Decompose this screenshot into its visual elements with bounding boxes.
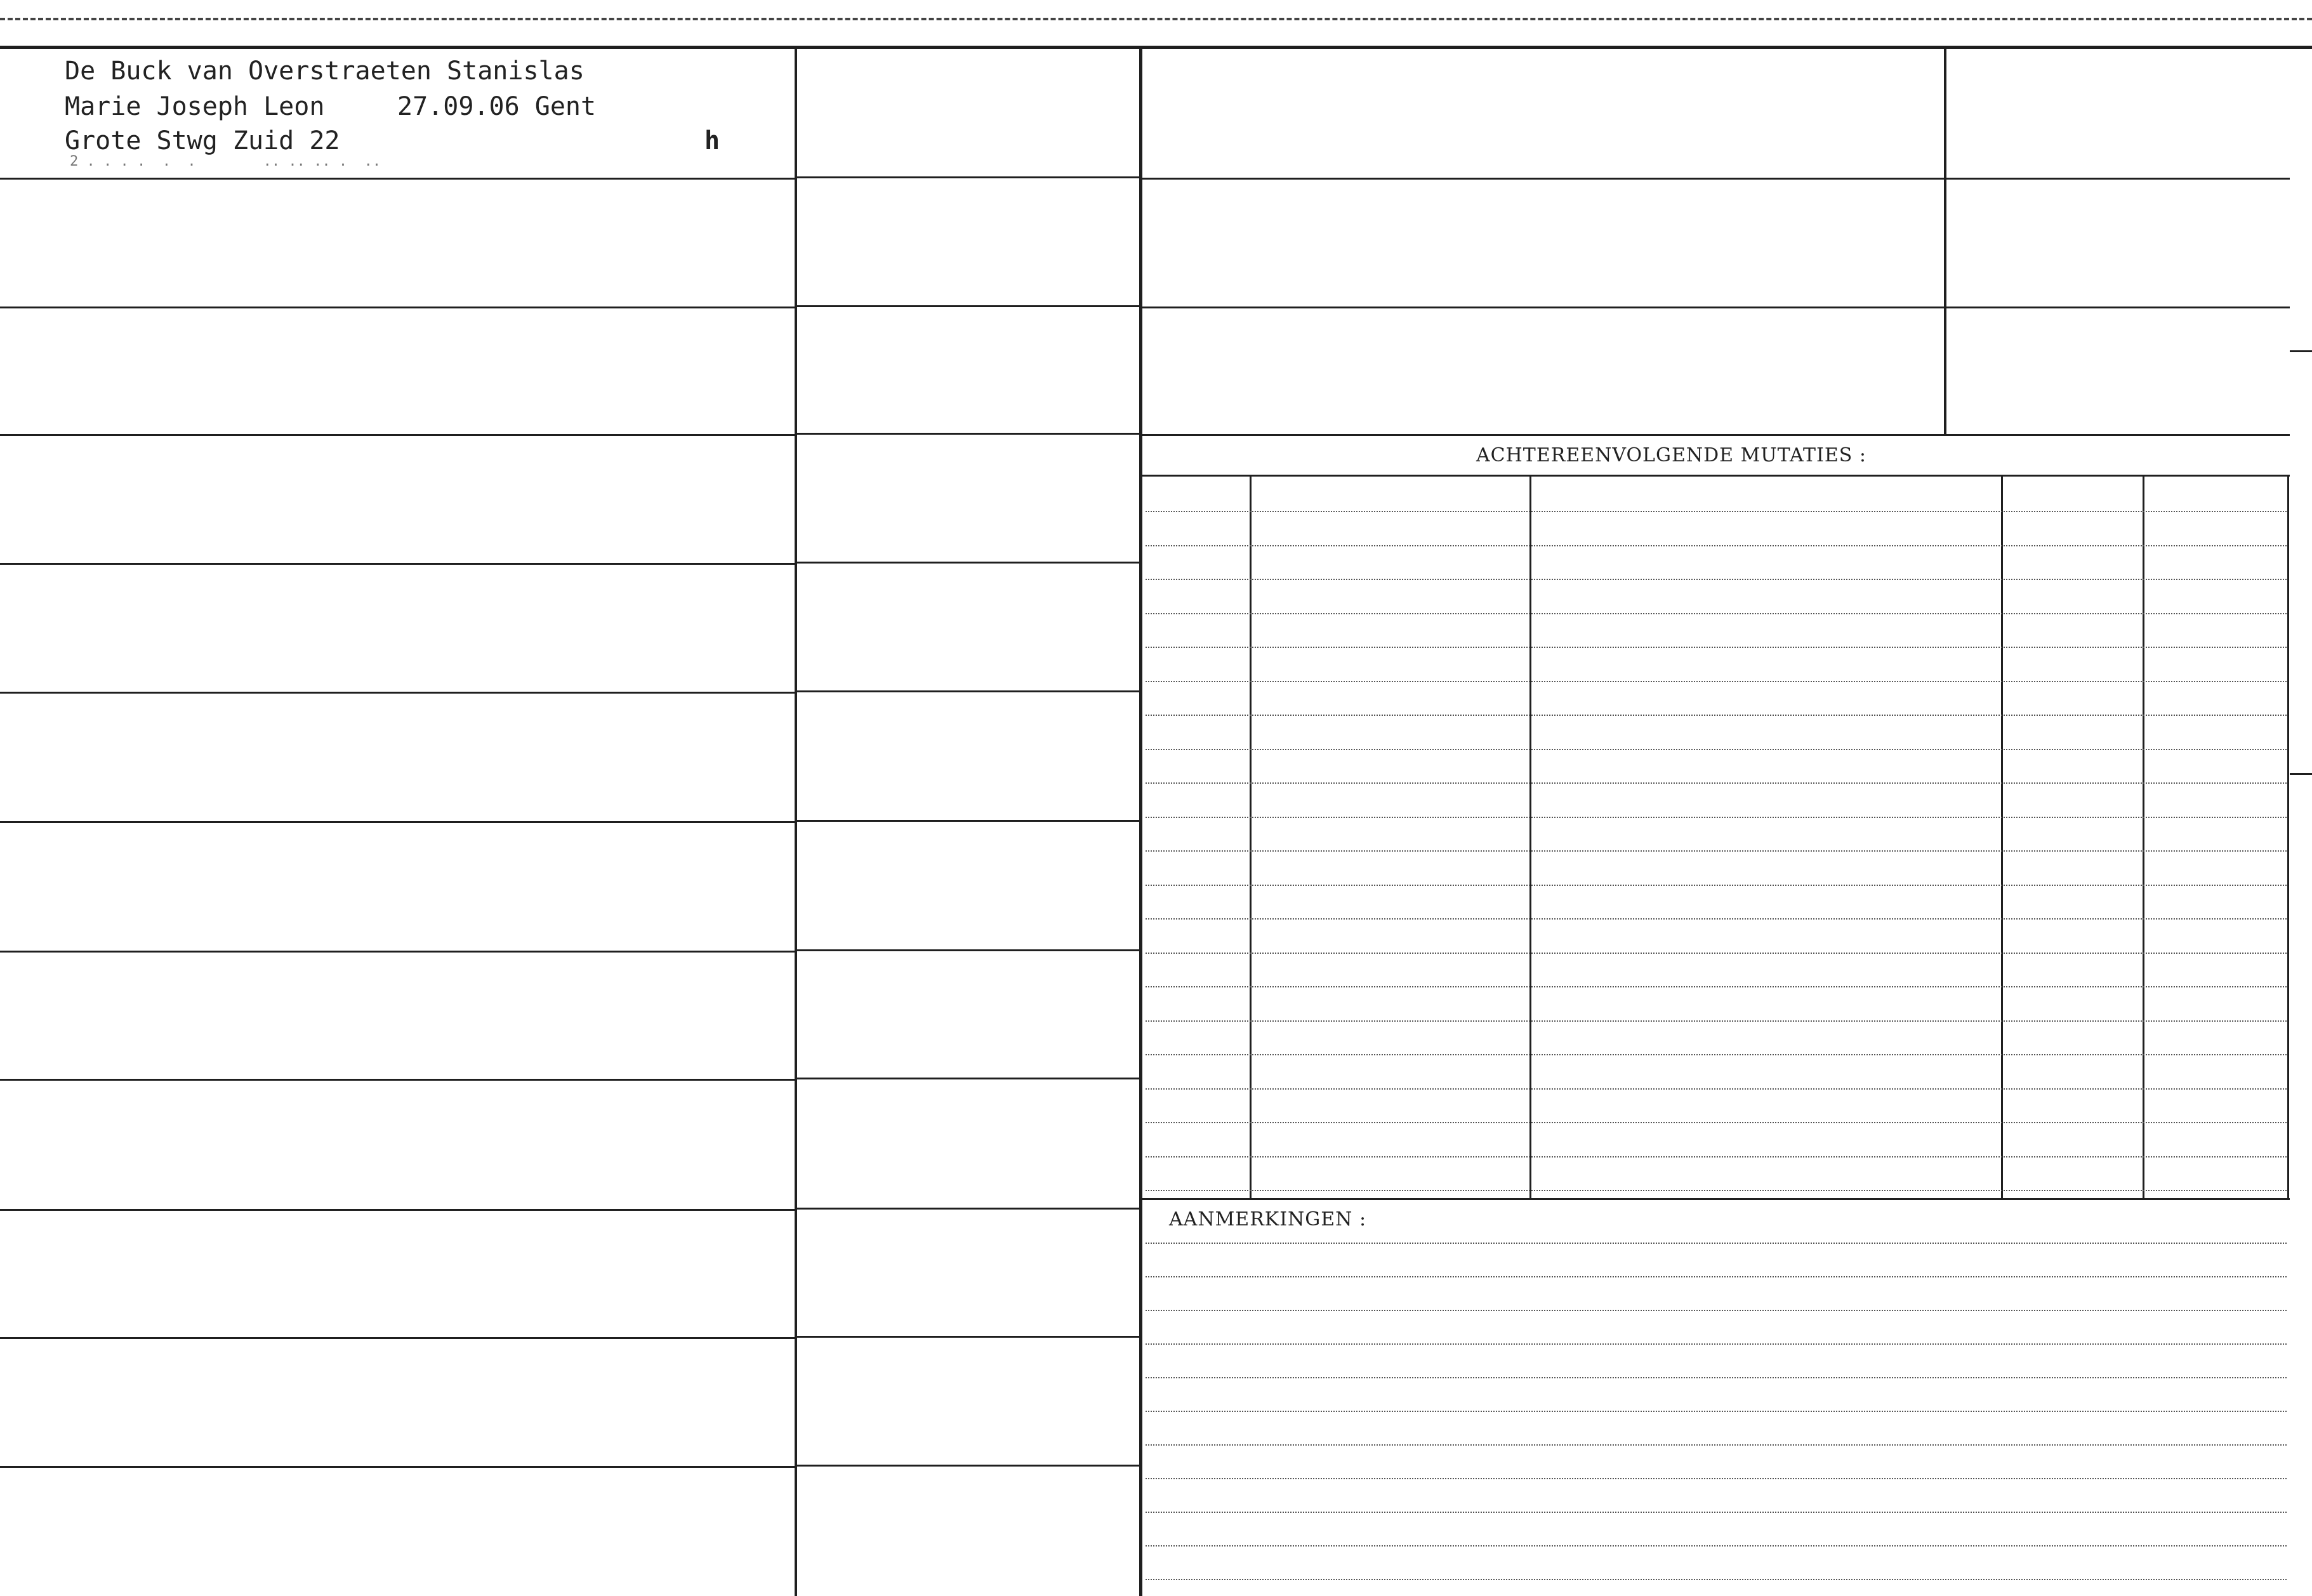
left-row-line — [0, 821, 796, 823]
mutations-ruled-line — [1146, 850, 2287, 852]
mutations-column-rule — [1529, 476, 1531, 1199]
mutations-ruled-line — [1146, 918, 2287, 920]
remarks-ruled-line — [1146, 1377, 2287, 1378]
mutations-ruled-line — [1146, 1156, 2287, 1157]
mutations-ruled-line — [1146, 953, 2287, 954]
left-row-line — [0, 307, 796, 308]
record-mark: h — [704, 126, 720, 155]
upper-right-row-line — [1142, 307, 2290, 308]
mutations-ruled-line — [1146, 817, 2287, 818]
middle-row-line — [797, 562, 1140, 564]
middle-row-line — [797, 690, 1140, 692]
mutations-ruled-line — [1146, 1122, 2287, 1123]
remarks-ruled-line — [1146, 1276, 2287, 1277]
upper-right-row-line — [1142, 434, 2290, 436]
mutations-column-rule — [2287, 476, 2289, 1199]
mutations-ruled-line — [1146, 782, 2287, 784]
mutations-column-rule — [2001, 476, 2003, 1199]
record-name: De Buck van Overstraeten Stanislas — [65, 56, 585, 86]
remarks-ruled-line — [1146, 1579, 2287, 1580]
remarks-ruled-line — [1146, 1243, 2287, 1244]
mutations-ruled-line — [1146, 715, 2287, 716]
middle-row-line — [797, 949, 1140, 951]
remarks-ruled-line — [1146, 1545, 2287, 1547]
right-edge-tick — [2290, 773, 2312, 775]
mutations-ruled-line — [1146, 545, 2287, 546]
mutations-header-line — [1142, 475, 2290, 477]
left-row-line — [0, 434, 796, 436]
record-given-names: Marie Joseph Leon — [65, 92, 325, 121]
left-row-line — [0, 178, 796, 180]
top-dashed-rule — [0, 18, 2312, 20]
middle-row-line — [797, 1465, 1140, 1467]
mutations-ruled-line — [1146, 579, 2287, 580]
left-row-line — [0, 1337, 796, 1339]
mutations-ruled-line — [1146, 681, 2287, 682]
right-edge-tick — [2290, 350, 2312, 352]
middle-row-line — [797, 1208, 1140, 1210]
mutations-ruled-line — [1146, 885, 2287, 886]
record-partial-line: 2 . . . . . . .. .. .. . .. — [70, 154, 381, 168]
left-row-line — [0, 951, 796, 953]
mutations-ruled-line — [1146, 1054, 2287, 1055]
record-birth: 27.09.06 Gent — [397, 92, 597, 121]
mutations-column-rule — [1250, 476, 1252, 1199]
mutations-ruled-line — [1146, 986, 2287, 987]
mutations-ruled-line — [1146, 749, 2287, 750]
mutations-ruled-line — [1146, 1020, 2287, 1022]
center-divider — [1139, 48, 1142, 1596]
remarks-heading: AANMERKINGEN : — [1169, 1208, 1367, 1230]
mutations-column-rule — [2143, 476, 2144, 1199]
left-row-line — [0, 563, 796, 565]
record-address: Grote Stwg Zuid 22 — [65, 126, 340, 155]
middle-row-line — [797, 433, 1140, 435]
mutations-ruled-line — [1146, 613, 2287, 614]
remarks-ruled-line — [1146, 1343, 2287, 1345]
middle-row-line — [797, 1336, 1140, 1338]
mutations-heading: ACHTEREENVOLGENDE MUTATIES : — [1476, 444, 1866, 466]
left-row-line — [0, 1466, 796, 1468]
middle-row-line — [797, 1078, 1140, 1079]
middle-row-line — [797, 176, 1140, 178]
upper-right-divider — [1944, 48, 1946, 434]
remarks-ruled-line — [1146, 1411, 2287, 1412]
middle-row-line — [797, 820, 1140, 822]
remarks-ruled-line — [1146, 1444, 2287, 1446]
top-border — [0, 46, 2312, 49]
left-row-line — [0, 692, 796, 694]
remarks-ruled-line — [1146, 1512, 2287, 1513]
remarks-ruled-line — [1146, 1310, 2287, 1311]
upper-right-row-line — [1142, 178, 2290, 180]
left-row-line — [0, 1209, 796, 1211]
mutations-bottom-line — [1142, 1198, 2290, 1200]
left-row-line — [0, 1079, 796, 1081]
middle-row-line — [797, 305, 1140, 307]
mutations-ruled-line — [1146, 647, 2287, 648]
mutations-ruled-line — [1146, 1088, 2287, 1090]
mutations-ruled-line — [1146, 1190, 2287, 1191]
remarks-ruled-line — [1146, 1478, 2287, 1479]
mutations-ruled-line — [1146, 511, 2287, 512]
